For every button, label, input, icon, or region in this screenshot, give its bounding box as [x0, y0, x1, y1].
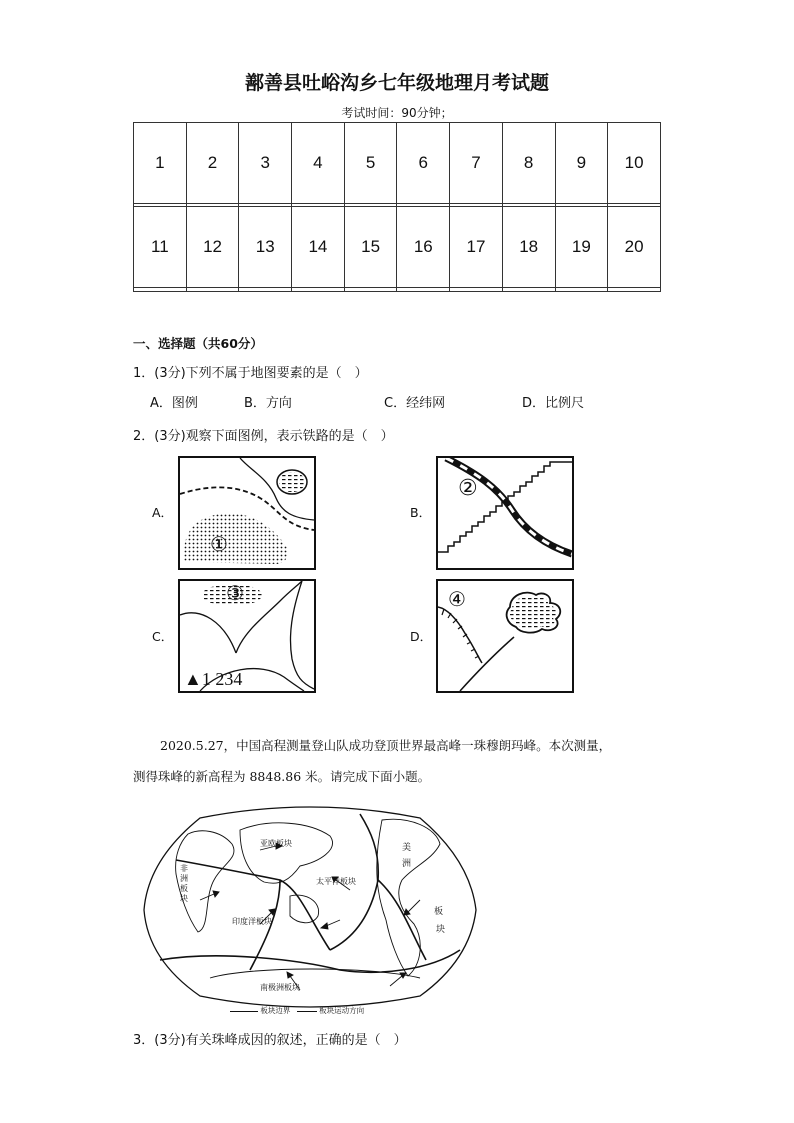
answer-cell[interactable] [134, 288, 187, 292]
score-header-cell: 18 [502, 207, 555, 288]
legend-boundary-label: 板块边界 [260, 1006, 291, 1015]
figure-b-label[interactable]: B． [410, 505, 432, 520]
answer-cell[interactable] [397, 288, 450, 292]
score-header-row-1 [134, 123, 661, 204]
figure-a-drawing [180, 458, 314, 568]
score-header-cell: 1 [134, 123, 187, 204]
marker-2: ② [458, 476, 478, 501]
score-header-cell: 16 [397, 207, 450, 288]
label-america-2: 洲 [402, 859, 412, 869]
score-header-row-2 [134, 207, 661, 288]
label-america-1: 美 [402, 843, 412, 853]
map-legend [230, 1005, 364, 1016]
score-header-cell: 20 [608, 207, 661, 288]
section-heading: 一、选择题（共60分） [133, 336, 263, 351]
answer-cell[interactable] [450, 288, 503, 292]
question-1-options [150, 392, 584, 411]
score-header-cell: 10 [608, 123, 661, 204]
figure-d [436, 579, 574, 693]
question-1: 1．(3分)下列不属于地图要素的是（ ） [133, 366, 368, 381]
score-header-cell: 17 [450, 207, 503, 288]
answer-cell[interactable] [186, 288, 239, 292]
answer-cell[interactable] [292, 288, 345, 292]
score-header-cell: 11 [134, 207, 187, 288]
score-table [133, 122, 661, 292]
option-b[interactable]: B．方向 [244, 396, 292, 411]
figure-b [436, 456, 574, 570]
score-header-cell: 6 [397, 123, 450, 204]
option-c[interactable]: C．经纬网 [384, 396, 446, 411]
label-america-3: 板 [434, 907, 444, 917]
score-header-cell: 19 [555, 207, 608, 288]
legend-movement-label: 板块运动方向 [319, 1006, 365, 1015]
answer-cell[interactable] [344, 288, 397, 292]
score-header-cell: 12 [186, 207, 239, 288]
question-3: 3．(3分)有关珠峰成因的叙述，正确的是（ ） [133, 1033, 407, 1048]
score-header-cell: 2 [186, 123, 239, 204]
label-america-4: 块 [436, 925, 446, 935]
label-eurasian-plate: 亚欧板块 [260, 839, 292, 848]
figure-d-label[interactable]: D． [410, 629, 433, 644]
legend-boundary-line [230, 1011, 258, 1012]
answer-cell[interactable] [239, 288, 292, 292]
legend-arrow-line [297, 1011, 317, 1012]
score-header-cell: 8 [502, 123, 555, 204]
answer-row-2 [134, 288, 661, 292]
plate-map [140, 800, 480, 1020]
option-a[interactable]: A．图例 [150, 396, 198, 411]
score-header-cell: 14 [292, 207, 345, 288]
marker-1: ① [210, 532, 228, 556]
label-pacific-plate: 太平洋板块 [316, 877, 356, 886]
question-2: 2．(3分)观察下面图例，表示铁路的是（ ） [133, 429, 394, 444]
label-african-plate: 非洲板块 [180, 864, 188, 903]
score-header-cell: 15 [344, 207, 397, 288]
figure-b-drawing [438, 458, 572, 568]
score-header-cell: 13 [239, 207, 292, 288]
figure-c-label[interactable]: C． [152, 629, 174, 644]
passage-line-2: 测得珠峰的新高程为 8848.86 米。请完成下面小题。 [133, 769, 431, 784]
label-antarctic-plate: 南极洲板块 [260, 983, 300, 992]
answer-cell[interactable] [608, 288, 661, 292]
answer-cell[interactable] [502, 288, 555, 292]
score-header-cell: 7 [450, 123, 503, 204]
plate-map-drawing [140, 800, 480, 1020]
passage-line-1: 2020.5.27，中国高程测量登山队成功登顶世界最高峰一珠穆朗玛峰。本次测量， [160, 738, 612, 753]
figure-c [178, 579, 316, 693]
marker-4: ④ [448, 587, 466, 611]
option-d[interactable]: D．比例尺 [522, 396, 585, 411]
label-indian-plate: 印度洋板块 [232, 917, 272, 926]
score-header-cell: 3 [239, 123, 292, 204]
elevation-label: ▲1 234 [184, 669, 243, 689]
score-header-cell: 9 [555, 123, 608, 204]
figure-a-label[interactable]: A． [152, 505, 174, 520]
marker-3: ③ [226, 581, 244, 605]
score-header-cell: 5 [344, 123, 397, 204]
figure-a [178, 456, 316, 570]
score-header-cell: 4 [292, 123, 345, 204]
answer-cell[interactable] [555, 288, 608, 292]
exam-time: 考试时间：90分钟； [341, 106, 453, 120]
page-title: 鄯善县吐峪沟乡七年级地理月考试题 [244, 72, 549, 94]
